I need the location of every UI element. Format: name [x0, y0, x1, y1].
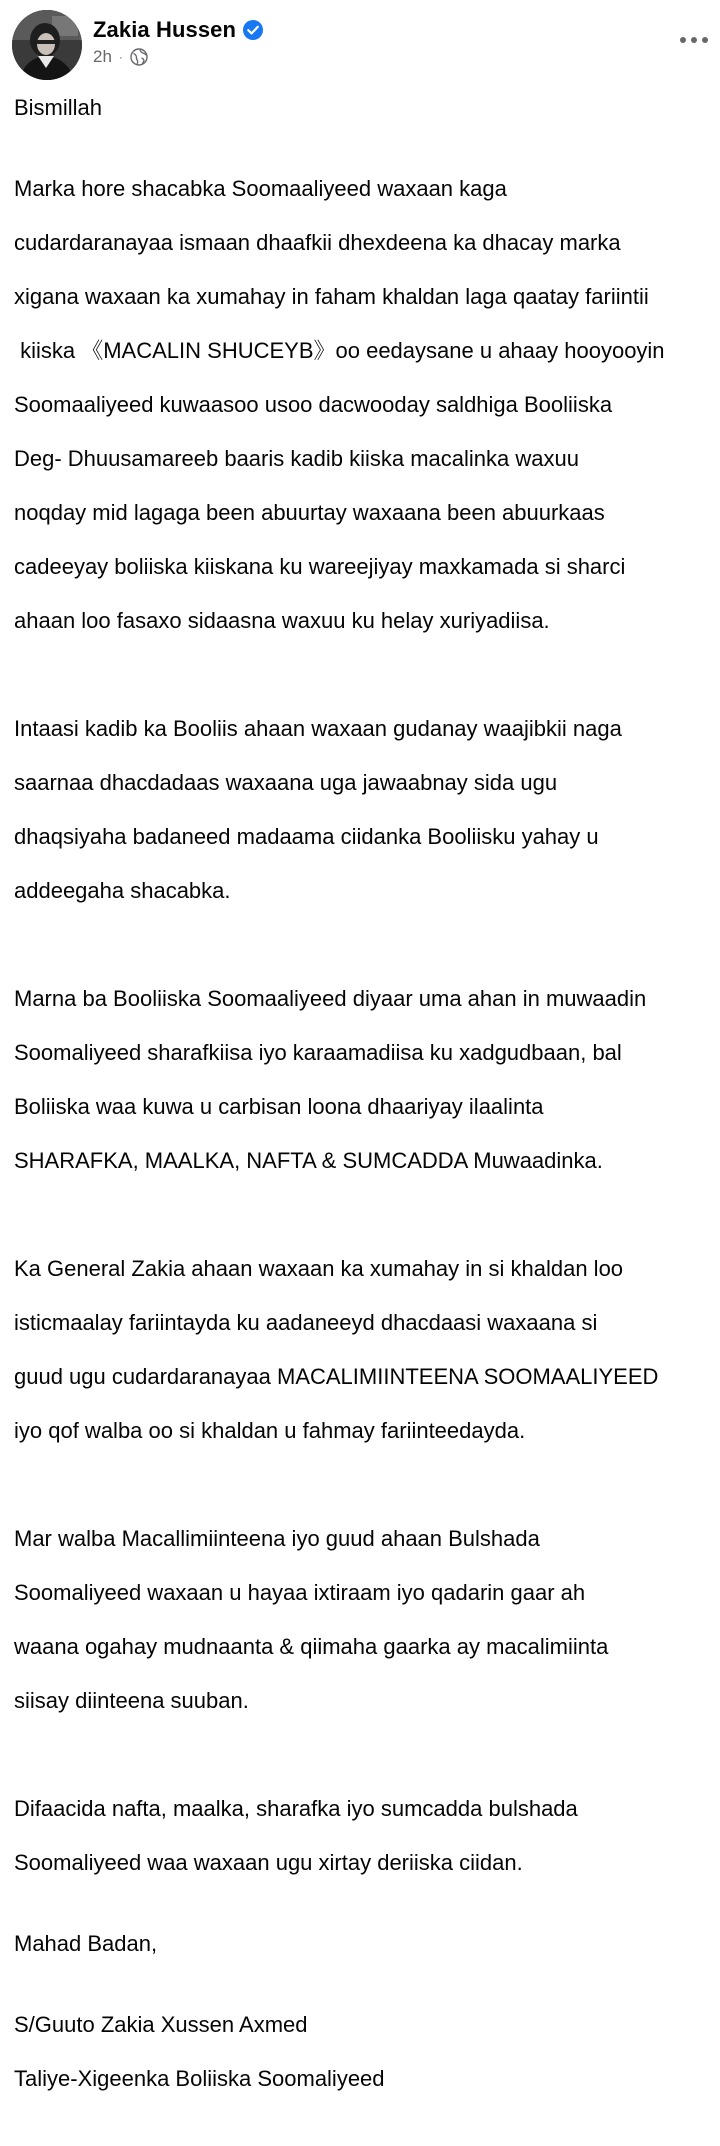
- post-paragraph-5: [14, 1498, 714, 1741]
- text-line: kiiska 《MACALIN SHUCEYB》oo eedaysane u ahaay hooyooyin: [14, 338, 665, 363]
- text-line: guud ugu cudardaranayaa MACALIMIINTEENA SOOMAALIYEED: [14, 1364, 659, 1389]
- post-header: [0, 0, 720, 88]
- author-name[interactable]: Zakia Hussen: [93, 17, 237, 42]
- more-options-icon: [679, 36, 709, 44]
- post-meta: [93, 45, 148, 69]
- signature-title: Taliye-Xigeenka Boliiska Soomaliyeed: [14, 2066, 385, 2091]
- text-line: saarnaa dhacdadaas waxaana uga jawaabnay sida ugu: [14, 770, 558, 795]
- post-paragraph-6: [14, 1768, 714, 1903]
- signature-name: S/Guuto Zakia Xussen Axmed: [14, 2012, 308, 2037]
- text-line: dhaqsiyaha badaneed madaama ciidanka Booliisku yahay u: [14, 824, 599, 849]
- post-paragraph-3: [14, 958, 714, 1201]
- author-row: [93, 15, 264, 45]
- text-line: Mar walba Macallimiinteena iyo guud ahaan Bulshada: [14, 1526, 540, 1551]
- text-line: xigana waxaan ka xumahay in faham khaldan laga qaatay fariintii: [14, 284, 649, 309]
- text-line: Soomaliyeed waa waxaan ugu xirtay deriiska ciidan.: [14, 1850, 523, 1875]
- text-line: cadeeyay boliiska kiiskana ku wareejiyay maxkamada si sharci: [14, 554, 626, 579]
- post-paragraph-2: [14, 688, 714, 931]
- text-line: Intaasi kadib ka Booliis ahaan waxaan gudanay waajibkii naga: [14, 716, 622, 741]
- text-line: noqday mid lagaga been abuurtay waxaana been abuurkaas: [14, 500, 605, 525]
- text-line: addeegaha shacabka.: [14, 878, 231, 903]
- text-line: Soomaliyeed sharafkiisa iyo karaamadiisa ku xadgudbaan, bal: [14, 1040, 622, 1065]
- text-line: Ka General Zakia ahaan waxaan ka xumahay in si khaldan loo: [14, 1256, 624, 1281]
- text-line: SHARAFKA, MAALKA, NAFTA & SUMCADDA Muwaadinka.: [14, 1148, 603, 1173]
- text-line: Marka hore shacabka Soomaaliyeed waxaan kaga: [14, 176, 507, 201]
- text-line: waana ogahay mudnaanta & qiimaha gaarka ay macalimiinta: [14, 1634, 609, 1659]
- text-line: siisay diinteena suuban.: [14, 1688, 249, 1713]
- avatar-image: [12, 10, 82, 80]
- post-time[interactable]: 2h: [93, 47, 112, 66]
- text-line: Soomaliyeed waxaan u hayaa ixtiraam iyo qadarin gaar ah: [14, 1580, 586, 1605]
- post-signature: [14, 1984, 714, 2119]
- post-paragraph-1: [14, 148, 714, 661]
- more-options-button[interactable]: [674, 28, 714, 52]
- meta-separator: ·: [118, 50, 123, 64]
- post-paragraph-4: [14, 1228, 714, 1471]
- text-line: Difaacida nafta, maalka, sharafka iyo sumcadda bulshada: [14, 1796, 578, 1821]
- verified-badge-icon: [242, 19, 264, 41]
- text-line: Deg- Dhuusamareeb baaris kadib kiiska macalinka waxuu: [14, 446, 579, 471]
- text-line: Boliiska waa kuwa u carbisan loona dhaariyay ilaalinta: [14, 1094, 544, 1119]
- avatar[interactable]: [12, 10, 82, 80]
- globe-icon[interactable]: [130, 48, 148, 66]
- text-line: Soomaaliyeed kuwaasoo usoo dacwooday saldhiga Booliiska: [14, 392, 613, 417]
- text-line: cudardaranayaa ismaan dhaafkii dhexdeena ka dhacay marka: [14, 230, 621, 255]
- text-line: isticmaalay fariintayda ku aadaneeyd dhacdaasi waxaana si: [14, 1310, 598, 1335]
- post-greeting: Bismillah: [14, 95, 103, 120]
- text-line: iyo qof walba oo si khaldan u fahmay fariinteedayda.: [14, 1418, 526, 1443]
- text-line: Marna ba Booliiska Soomaaliyeed diyaar uma ahan in muwaadin: [14, 986, 647, 1011]
- text-line: ahaan loo fasaxo sidaasna waxuu ku helay xuriyadiisa.: [14, 608, 550, 633]
- post-body: [14, 94, 714, 2146]
- post-closing: Mahad Badan,: [14, 1931, 158, 1956]
